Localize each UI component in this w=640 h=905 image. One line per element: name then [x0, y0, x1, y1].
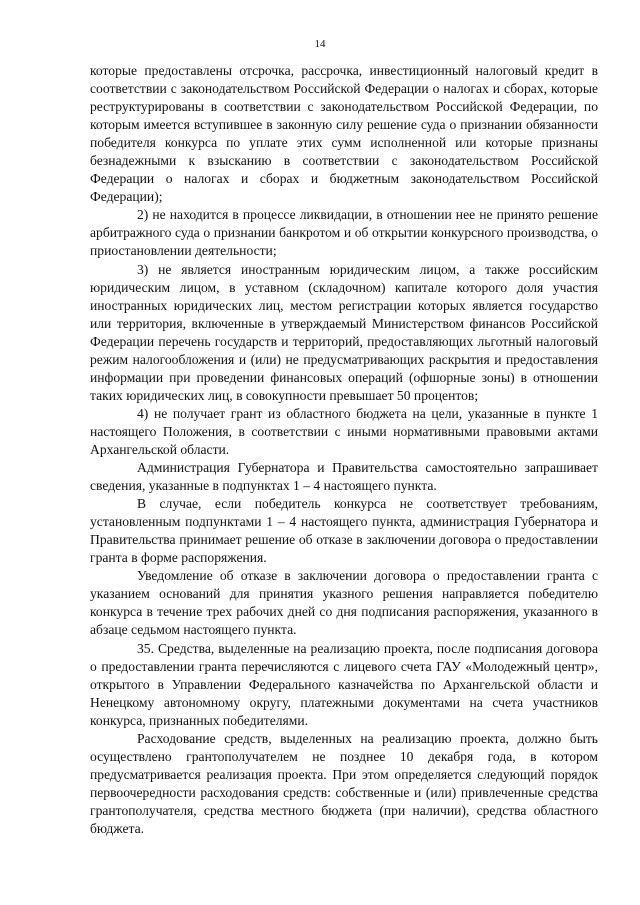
paragraph: 4) не получает грант из областного бюджета на цели, указанные в пункте 1 настоящего Положения, в соответствии с иными нормативными правовыми актами Архангельской области. — [90, 405, 598, 457]
paragraph: 2) не находится в процессе ликвидации, в отношении нее не принято решение арбитражного суда о признании банкротом и об открытии конкурсного производства, о приостановлении деятельности; — [90, 207, 598, 259]
page-number: 14 — [314, 38, 326, 50]
paragraph: В случае, если победитель конкурса не соответствует требованиям, установленным подпунктами 1 – 4 настоящего пункта, администрация Губернатора и Правительства принимает решение об отказе в заключении договора о предоставлении гранта в форме распоряжения. — [90, 496, 598, 566]
paragraph: Расходование средств, выделенных на реализацию проекта, должно быть осуществлено грантополучателем не позднее 10 декабря года, в котором предусматривается реализация проекта. При этом определяется следующий порядок первоочередности расходования средств: собственные и (или) привлеченные средства грантополучателя, средства местного бюджета (при наличии), средства областного бюджета. — [90, 730, 598, 836]
document-body — [90, 62, 598, 838]
paragraph: 3) не является иностранным юридическим лицом, а также российским юридическим лицом, в уставном (складочном) капитале которого доля участия иностранных юридических лиц, местом регистрации которых является государство или территория, включенные в утверждаемый Министерством финансов Российской Федерации перечень государств и территорий, предоставляющих льготный налоговый режим налогообложения и (или) не предусматривающих раскрытия и предоставления информации при проведении финансовых операций (офшорные зоны) в отношении таких юридических лиц, в совокупности превышает 50 процентов; — [90, 261, 598, 403]
paragraph: 35. Средства, выделенные на реализацию проекта, после подписания договора о предоставлении гранта перечисляются с лицевого счета ГАУ «Молодежный центр», открытого в Управлении Федерального казначейства по Архангельской области и Ненецкому автономному округу, платежными документами на счета участников конкурса, признанных победителями. — [90, 640, 598, 728]
paragraph: Уведомление об отказе в заключении договора о предоставлении гранта с указанием оснований для принятия указного решения направляется победителю конкурса в течение трех рабочих дней со дня подписания распоряжения, указанного в абзаце седьмом настоящего пункта. — [90, 568, 598, 638]
paragraph: которые предоставлены отсрочка, рассрочка, инвестиционный налоговый кредит в соответствии с законодательством Российской Федерации о налогах и сборах, которые реструктурированы в соответствии с законодательством Российской Федерации, по которым имеется вступившее в законную силу решение суда о признании обязанности победителя конкурса по уплате этих сумм исполненной или которые признаны безнадежными к взысканию в соответствии с законодательством Российской Федерации о налогах и сборах и бюджетным законодательством Российской Федерации); — [90, 63, 598, 205]
paragraph: Администрация Губернатора и Правительства самостоятельно запрашивает сведения, указанные в подпунктах 1 – 4 настоящего пункта. — [90, 460, 598, 494]
